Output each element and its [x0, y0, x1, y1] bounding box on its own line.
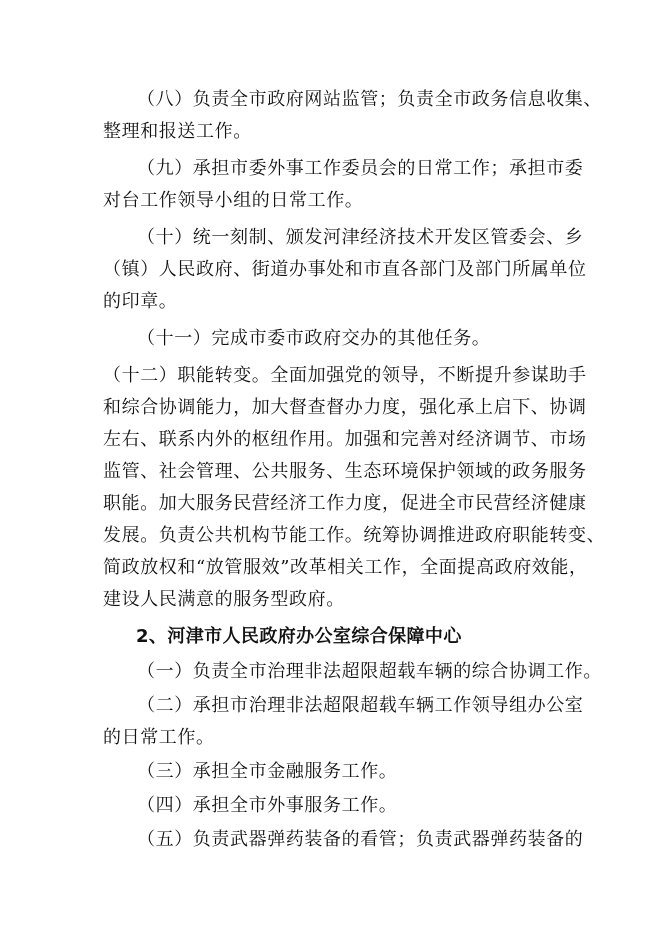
- paragraph-line: （十）统一刻制、颁发河津经济技术开发区管委会、乡: [137, 227, 584, 248]
- paragraph-line: （二）承担市治理非法超限超载车辆工作领导组办公室: [137, 695, 584, 716]
- paragraph-line: 建设人民满意的服务型政府。: [103, 589, 345, 610]
- paragraph-line: （镇）人民政府、街道办事处和市直各部门及部门所属单位: [103, 259, 587, 280]
- paragraph-line: 发展。负责公共机构节能工作。统筹协调推进政府职能转变、: [103, 525, 606, 546]
- section-heading: 2、河津市人民政府办公室综合保障中心: [136, 626, 462, 647]
- paragraph-line: 的日常工作。: [103, 727, 215, 748]
- paragraph-line: 和综合协调能力，加大督查督办力度，强化承上启下、协调: [103, 397, 587, 418]
- paragraph-line: 职能。加大服务民营经济工作力度，促进全市民营经济健康: [103, 493, 587, 514]
- paragraph-line: （八）负责全市政府网站监管；负责全市政务信息收集、: [137, 89, 602, 110]
- paragraph-line: 监管、社会管理、公共服务、生态环境保护领域的政务服务: [103, 461, 587, 482]
- paragraph-line: 整理和报送工作。: [103, 121, 252, 142]
- paragraph-line: 的印章。: [103, 291, 178, 312]
- paragraph-line: 对台工作领导小组的日常工作。: [103, 190, 364, 211]
- paragraph-line: （五）负责武器弹药装备的看管；负责武器弹药装备的: [137, 829, 584, 850]
- paragraph-line: 简政放权和“放管服效”改革相关工作，全面提高政府效能，: [103, 557, 588, 578]
- paragraph-line: （九）承担市委外事工作委员会的日常工作；承担市委: [137, 158, 584, 179]
- paragraph-line: （四）承担全市外事服务工作。: [137, 795, 398, 816]
- paragraph-line: （十一）完成市委市政府交办的其他任务。: [137, 328, 491, 349]
- paragraph-line: （一）负责全市治理非法超限超载车辆的综合协调工作。: [137, 661, 602, 682]
- paragraph-line: （三）承担全市金融服务工作。: [137, 761, 398, 782]
- paragraph-line: （十二）职能转变。全面加强党的领导，不断提升参谋助手: [103, 365, 587, 386]
- paragraph-line: 左右、联系内外的枢纽作用。加强和完善对经济调节、市场: [103, 429, 587, 450]
